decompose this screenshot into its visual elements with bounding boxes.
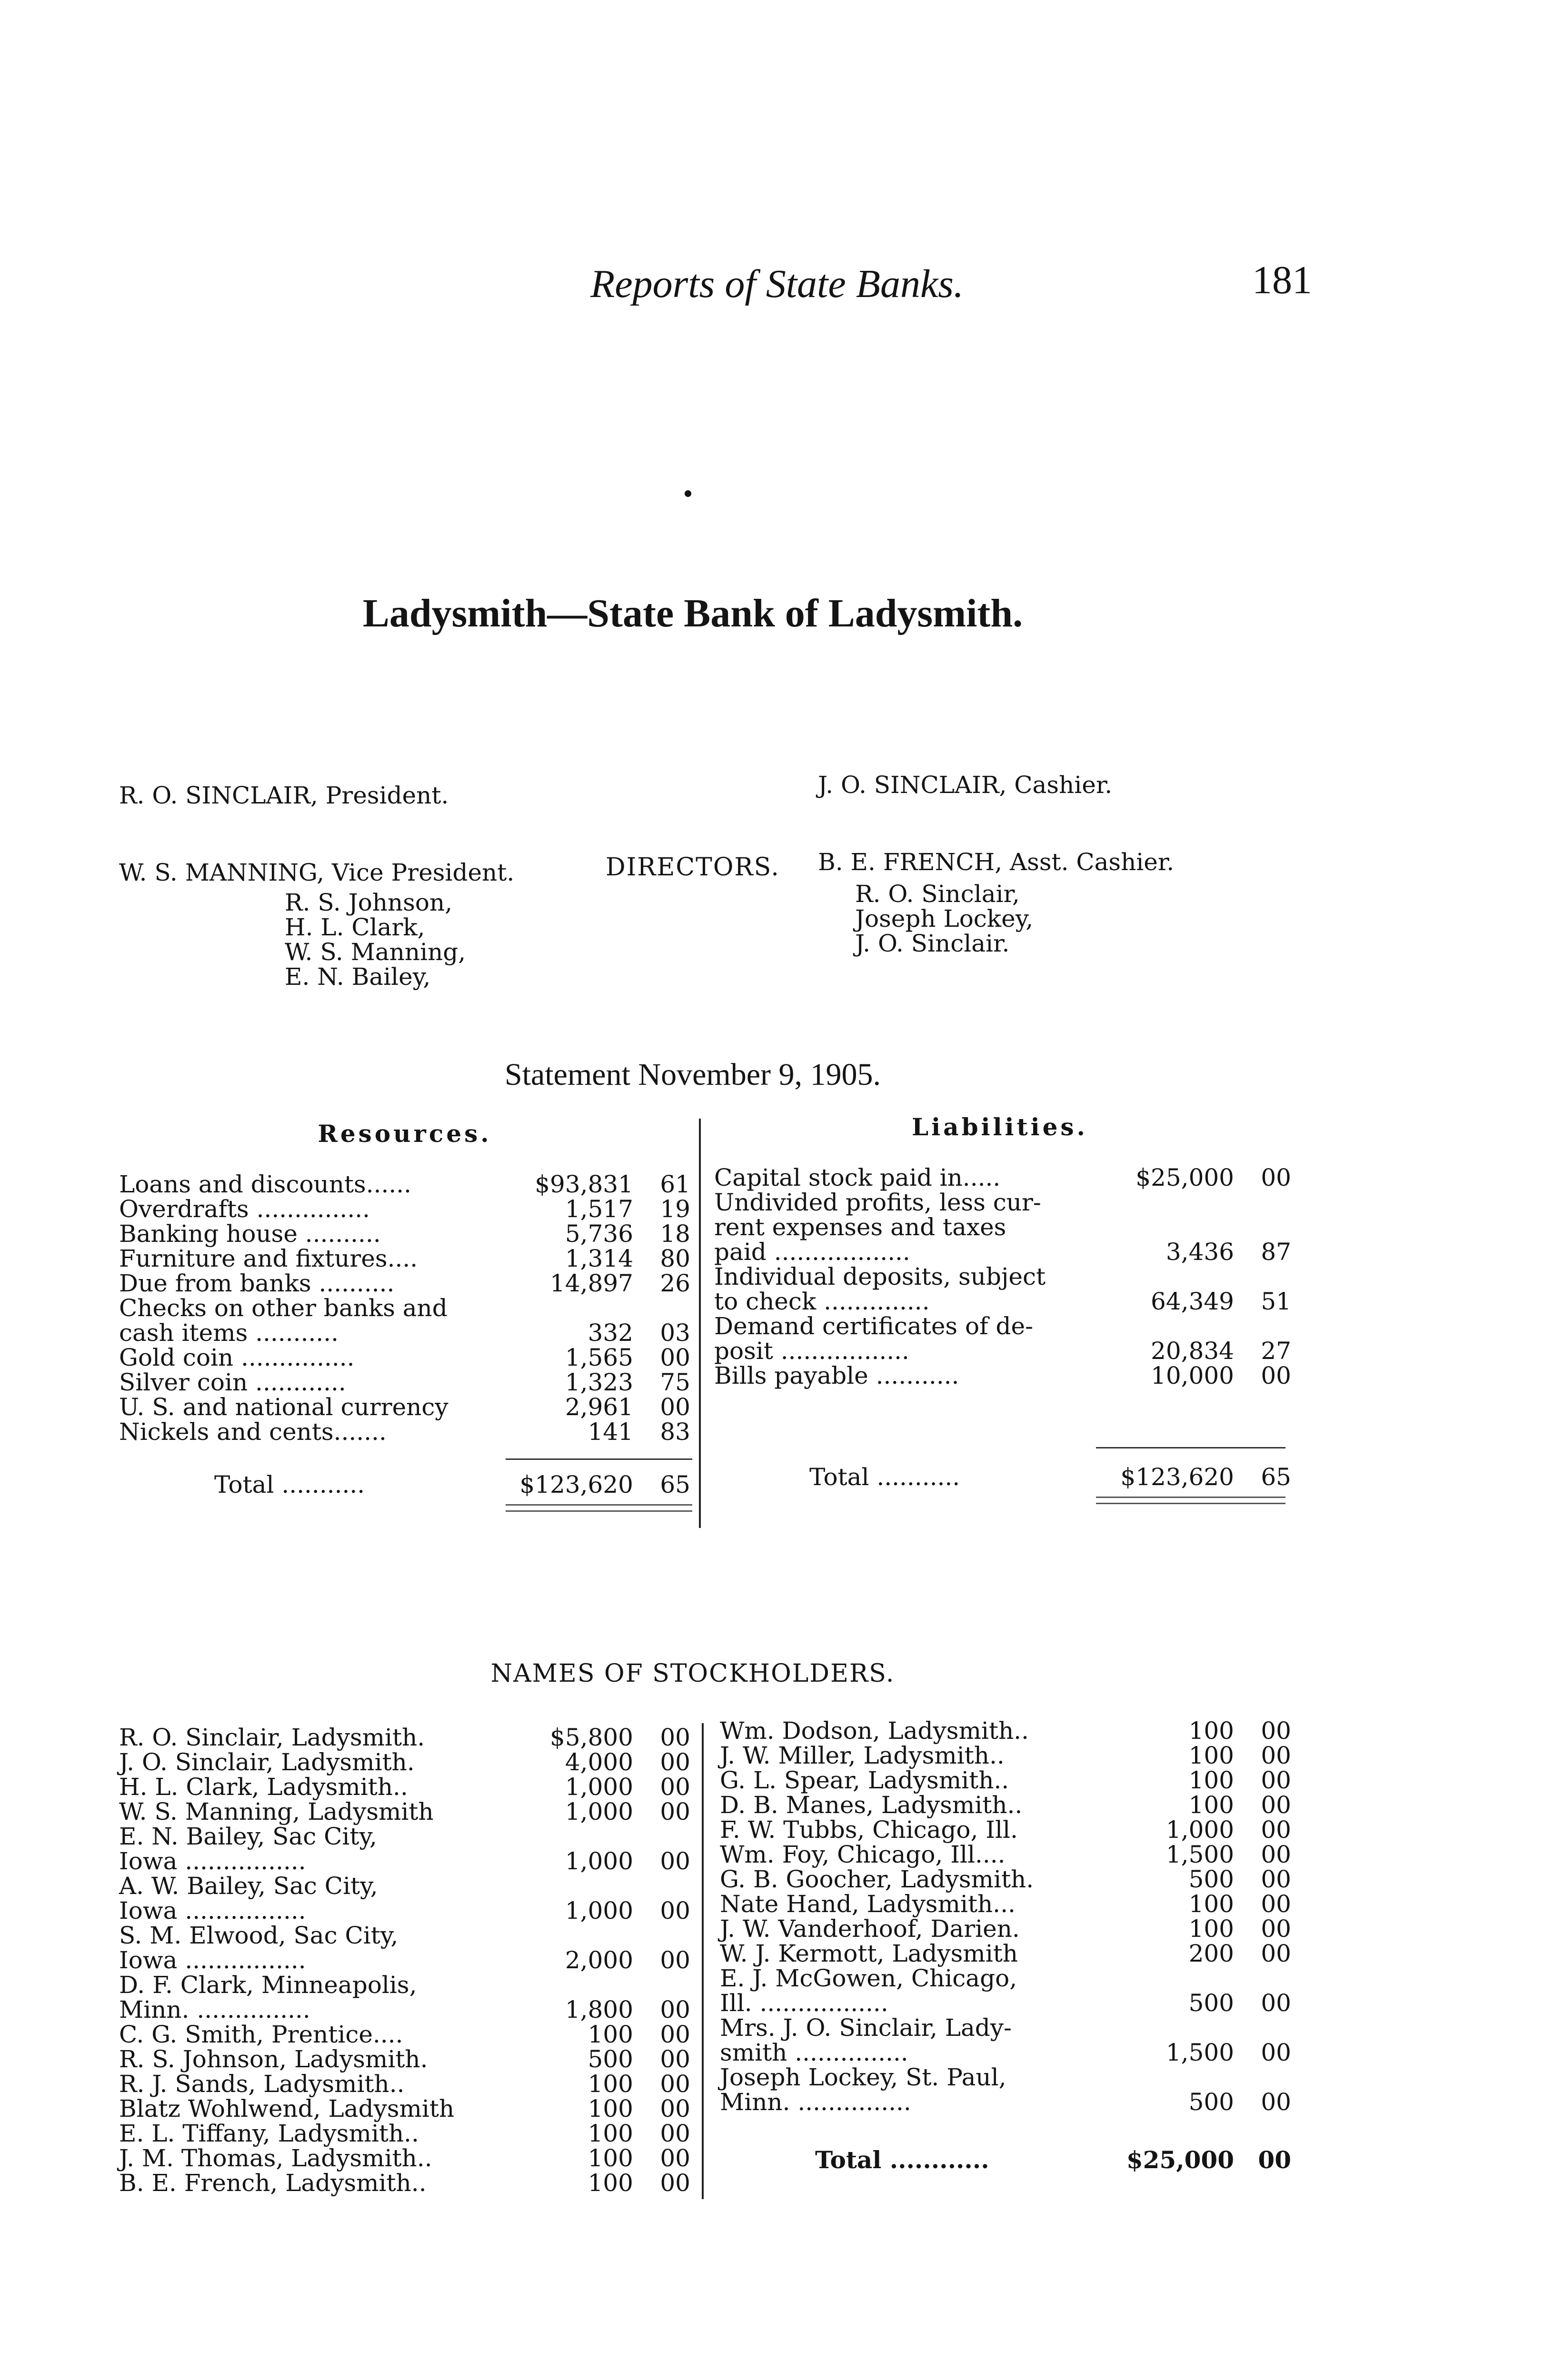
ledger-row: [119, 1923, 690, 1948]
ledger-row: [119, 2096, 690, 2121]
ledger-dollars: 200: [1188, 1940, 1234, 1967]
resources-total-cents: 65: [660, 1471, 690, 1498]
ledger-row: [720, 2015, 1291, 2040]
ledger-label: Iowa ................: [119, 1946, 306, 1974]
ledger-dollars: 1,000: [565, 1773, 633, 1801]
liabilities-total-dollars: $123,620: [1120, 1463, 1234, 1491]
director-name: Joseph Lockey,: [855, 905, 1034, 932]
ledger-row: [714, 1264, 1295, 1289]
ledger-cents: 27: [1261, 1337, 1291, 1365]
director-name: R. O. Sinclair,: [855, 880, 1020, 908]
ledger-dollars: 10,000: [1151, 1362, 1234, 1389]
ledger-dollars: 1,500: [1166, 1841, 1234, 1868]
page-number: 181: [1252, 258, 1312, 302]
ledger-label: Minn. ...............: [119, 1996, 310, 2023]
director-name: H. L. Clark,: [285, 913, 425, 941]
stockholders-total-cents: 00: [1258, 2146, 1291, 2174]
ledger-row: [119, 1948, 690, 1973]
ledger-dollars: 100: [588, 2070, 633, 2098]
ledger-row: [119, 1898, 690, 1923]
ledger-row: [720, 2090, 1291, 2114]
ledger-row: [720, 1941, 1291, 1966]
ledger-row: [119, 2121, 690, 2146]
ledger-dollars: 1,000: [1166, 1816, 1234, 1844]
stockholders-total-row: [815, 2146, 1291, 2174]
running-title: Reports of State Banks.: [590, 262, 964, 306]
resources-table: [119, 1172, 690, 1444]
ledger-cents: 03: [660, 1319, 690, 1347]
ledger-cents: 26: [660, 1269, 690, 1297]
ledger-label: Checks on other banks and: [119, 1294, 448, 1322]
ledger-label: Bills payable ...........: [714, 1362, 959, 1389]
ledger-label: paid ..................: [714, 1238, 910, 1266]
ledger-cents: 00: [660, 1996, 690, 2023]
ledger-cents: 00: [1261, 1742, 1291, 1769]
ledger-dollars: 100: [1188, 1915, 1234, 1943]
ledger-label: Individual deposits, subject: [714, 1263, 1046, 1290]
ledger-cents: 75: [660, 1368, 690, 1396]
bank-title: Ladysmith—State Bank of Ladysmith.: [362, 591, 1023, 635]
ledger-cents: 00: [1261, 1164, 1291, 1191]
ledger-row: [119, 1320, 690, 1345]
ledger-label: posit .................: [714, 1337, 909, 1365]
ledger-label: Ill. .................: [720, 1989, 888, 2017]
ledger-row: [119, 1221, 690, 1246]
ledger-label: J. O. Sinclair, Ladysmith.: [119, 1748, 415, 1776]
ledger-cents: 00: [1261, 1362, 1291, 1389]
ledger-cents: 00: [1261, 2039, 1291, 2066]
ledger-label: H. L. Clark, Ladysmith..: [119, 1773, 408, 1801]
ledger-label: R. S. Johnson, Ladysmith.: [119, 2045, 428, 2073]
ledger-row: [119, 1271, 690, 1296]
ledger-dollars: 14,897: [550, 1269, 633, 1297]
ledger-cents: 00: [660, 2144, 690, 2172]
ledger-label: J. M. Thomas, Ladysmith..: [119, 2144, 432, 2172]
ledger-row: [119, 1296, 690, 1320]
ledger-row: [720, 1966, 1291, 1991]
ledger-cents: 00: [1261, 1890, 1291, 1918]
ledger-label: Mrs. J. O. Sinclair, Lady-: [720, 2014, 1012, 2042]
ledger-cents: 00: [660, 1344, 690, 1371]
ledger-label: J. W. Miller, Ladysmith..: [720, 1742, 1005, 1769]
ledger-cents: 00: [1261, 1841, 1291, 1868]
ledger-label: R. J. Sands, Ladysmith..: [119, 2070, 405, 2098]
ledger-cents: 83: [660, 1418, 690, 1446]
ledger-row: [119, 1172, 690, 1197]
ledger-dollars: $93,831: [535, 1170, 633, 1198]
ledger-row: [720, 1991, 1291, 2015]
ledger-cents: 00: [1261, 1816, 1291, 1844]
ledger-dollars: 100: [588, 2169, 633, 2197]
ledger-row: [119, 2171, 690, 2195]
ledger-row: [720, 1743, 1291, 1768]
ledger-label: D. F. Clark, Minneapolis,: [119, 1971, 417, 1999]
ledger-label: Gold coin ...............: [119, 1344, 355, 1371]
ledger-dollars: 2,961: [565, 1393, 633, 1421]
ledger-label: B. E. French, Ladysmith..: [119, 2169, 427, 2197]
director-name: R. S. Johnson,: [285, 889, 453, 916]
ledger-dollars: 500: [588, 2045, 633, 2073]
ledger-dollars: 100: [588, 2120, 633, 2147]
ledger-dollars: $25,000: [1136, 1164, 1234, 1191]
ledger-row: [119, 2022, 690, 2047]
ledger-row: [119, 2072, 690, 2096]
ledger-label: smith ...............: [720, 2039, 908, 2066]
stockholders-heading: NAMES OF STOCKHOLDERS.: [490, 1659, 895, 1688]
ledger-dollars: $5,800: [550, 1724, 633, 1751]
director-name: W. S. Manning,: [285, 938, 466, 966]
ledger-row: [720, 1892, 1291, 1916]
ledger-row: [119, 1725, 690, 1750]
ledger-dollars: 100: [588, 2095, 633, 2122]
liabilities-total-row: [809, 1463, 1291, 1492]
ledger-row: [720, 1842, 1291, 1867]
ledger-label: S. M. Elwood, Sac City,: [119, 1922, 398, 1949]
officer-cashier: J. O. SINCLAIR, Cashier.: [818, 771, 1113, 799]
ledger-cents: 00: [660, 2095, 690, 2122]
ledger-dollars: 1,517: [565, 1195, 633, 1223]
ledger-row: [119, 1997, 690, 2022]
ledger-row: [119, 1197, 690, 1221]
ledger-row: [714, 1339, 1295, 1363]
liabilities-total-cents: 65: [1261, 1463, 1291, 1491]
ledger-row: [720, 1867, 1291, 1892]
ledger-cents: 18: [660, 1220, 690, 1248]
ledger-label: Blatz Wohlwend, Ladysmith: [119, 2095, 455, 2122]
ledger-dollars: 100: [1188, 1791, 1234, 1819]
ledger-row: [119, 1775, 690, 1799]
ledger-label: Due from banks ..........: [119, 1269, 395, 1297]
ledger-row: [119, 1849, 690, 1874]
ledger-cents: 00: [660, 1847, 690, 1875]
ledger-cents: 00: [660, 2070, 690, 2098]
ledger-label: Joseph Lockey, St. Paul,: [720, 2063, 1006, 2091]
ledger-dollars: 64,349: [1151, 1288, 1234, 1315]
stockholders-right-table: [720, 1718, 1291, 2114]
ledger-cents: 00: [1261, 1915, 1291, 1943]
ledger-label: E. N. Bailey, Sac City,: [119, 1823, 377, 1850]
officer-vice-president: W. S. MANNING, Vice President.: [119, 859, 515, 886]
liabilities-heading: Liabilities.: [912, 1113, 1088, 1141]
officer-president: R. O. SINCLAIR, President.: [119, 782, 449, 809]
ledger-dollars: 500: [1188, 2088, 1234, 2116]
ledger-label: W. J. Kermott, Ladysmith: [720, 1940, 1018, 1967]
ledger-label: U. S. and national currency: [119, 1393, 448, 1421]
ledger-label: cash items ...........: [119, 1319, 339, 1347]
ledger-row: [714, 1240, 1295, 1264]
resources-total-dollars: $123,620: [519, 1471, 633, 1498]
ledger-dollars: 1,323: [565, 1368, 633, 1396]
ledger-label: Capital stock paid in.....: [714, 1164, 1001, 1191]
ledger-cents: 00: [660, 2169, 690, 2197]
officer-asst-cashier: B. E. FRENCH, Asst. Cashier.: [818, 848, 1175, 876]
ledger-row: [119, 1345, 690, 1370]
ledger-row: [119, 1973, 690, 1997]
ledger-label: Silver coin ............: [119, 1368, 346, 1396]
ledger-dollars: 1,000: [565, 1798, 633, 1825]
ledger-dollars: 5,736: [565, 1220, 633, 1248]
ledger-cents: 00: [1261, 1791, 1291, 1819]
ledger-dollars: 1,500: [1166, 2039, 1234, 2066]
ledger-label: Loans and discounts......: [119, 1170, 412, 1198]
ledger-label: J. W. Vanderhoof, Darien.: [720, 1915, 1020, 1943]
ledger-cents: 00: [660, 1773, 690, 1801]
directors-left: [285, 890, 466, 989]
ledger-cents: 00: [660, 2021, 690, 2048]
ledger-label: G. B. Goocher, Ladysmith.: [720, 1865, 1034, 1893]
ledger-row: [119, 1419, 690, 1444]
ledger-row: [714, 1289, 1295, 1314]
ledger-dollars: 100: [1188, 1766, 1234, 1794]
ledger-row: [119, 2047, 690, 2072]
ledger-cents: 00: [1261, 1717, 1291, 1745]
ledger-label: Iowa ................: [119, 1897, 306, 1924]
ledger-label: Wm. Foy, Chicago, Ill....: [720, 1841, 1006, 1868]
ledger-cents: 00: [660, 1946, 690, 1974]
ledger-label: E. J. McGowen, Chicago,: [720, 1964, 1017, 1992]
ledger-dollars: 500: [1188, 1989, 1234, 2017]
ledger-dollars: 332: [588, 1319, 633, 1347]
ledger-dollars: 1,314: [565, 1245, 633, 1272]
ledger-row: [720, 1768, 1291, 1793]
ledger-dollars: 1,000: [565, 1897, 633, 1924]
stockholders-total-label: Total ............: [815, 2146, 989, 2174]
ledger-label: to check ..............: [714, 1288, 930, 1315]
ledger-label: E. L. Tiffany, Ladysmith..: [119, 2120, 419, 2147]
ledger-cents: 00: [1261, 1940, 1291, 1967]
ledger-label: C. G. Smith, Prentice....: [119, 2021, 403, 2048]
ledger-dollars: 100: [588, 2144, 633, 2172]
ledger-label: Overdrafts ...............: [119, 1195, 370, 1223]
ledger-dollars: 500: [1188, 1865, 1234, 1893]
resources-total-label: Total ...........: [214, 1471, 365, 1498]
ledger-row: [714, 1363, 1295, 1388]
ledger-dollars: 100: [1188, 1890, 1234, 1918]
ledger-label: Furniture and fixtures....: [119, 1245, 418, 1272]
ledger-dollars: 100: [1188, 1717, 1234, 1745]
column-divider: [702, 1723, 704, 2199]
ledger-row: [119, 1824, 690, 1849]
ledger-label: W. S. Manning, Ladysmith: [119, 1798, 434, 1825]
ledger-label: rent expenses and taxes: [714, 1213, 1006, 1241]
director-name: J. O. Sinclair.: [855, 930, 1010, 957]
liabilities-total-label: Total ...........: [809, 1463, 960, 1491]
ledger-row: [119, 1246, 690, 1271]
ledger-row: [720, 1793, 1291, 1817]
ledger-label: Iowa ................: [119, 1847, 306, 1875]
stray-dot: [685, 490, 691, 497]
ledger-cents: 00: [660, 2120, 690, 2147]
ledger-cents: 61: [660, 1170, 690, 1198]
total-rule: [1096, 1447, 1285, 1448]
liabilities-table: [714, 1165, 1295, 1388]
ledger-row: [720, 2065, 1291, 2090]
ledger-row: [720, 1916, 1291, 1941]
ledger-cents: 80: [660, 1245, 690, 1272]
column-divider: [699, 1119, 701, 1528]
ledger-cents: 00: [1261, 1865, 1291, 1893]
ledger-label: Minn. ...............: [720, 2088, 911, 2116]
ledger-cents: 87: [1261, 1238, 1291, 1266]
ledger-label: D. B. Manes, Ladysmith..: [720, 1791, 1023, 1819]
ledger-dollars: 4,000: [565, 1748, 633, 1776]
ledger-dollars: 1,565: [565, 1344, 633, 1371]
ledger-cents: 00: [1261, 1989, 1291, 2017]
ledger-row: [714, 1314, 1295, 1339]
ledger-row: [119, 1874, 690, 1898]
ledger-label: Banking house ..........: [119, 1220, 381, 1248]
officers-left: [119, 731, 514, 911]
ledger-cents: 00: [660, 1798, 690, 1825]
ledger-label: Nate Hand, Ladysmith...: [720, 1890, 1016, 1918]
ledger-cents: 00: [660, 1724, 690, 1751]
ledger-cents: 00: [1261, 2088, 1291, 2116]
statement-heading: Statement November 9, 1905.: [504, 1057, 881, 1092]
ledger-row: [714, 1165, 1295, 1190]
ledger-cents: 00: [660, 2045, 690, 2073]
ledger-row: [119, 1395, 690, 1419]
total-rule: [506, 1458, 692, 1460]
ledger-dollars: 100: [588, 2021, 633, 2048]
ledger-row: [714, 1215, 1295, 1240]
ledger-dollars: 3,436: [1166, 1238, 1234, 1266]
stockholders-left-table: [119, 1725, 690, 2195]
ledger-label: G. L. Spear, Ladysmith..: [720, 1766, 1009, 1794]
ledger-row: [720, 1817, 1291, 1842]
ledger-label: A. W. Bailey, Sac City,: [119, 1872, 378, 1900]
ledger-dollars: 1,000: [565, 1847, 633, 1875]
ledger-label: F. W. Tubbs, Chicago, Ill.: [720, 1816, 1018, 1844]
double-rule: [506, 1504, 692, 1512]
stockholders-total-dollars: $25,000: [1126, 2146, 1234, 2174]
ledger-row: [119, 1750, 690, 1775]
ledger-dollars: 20,834: [1151, 1337, 1234, 1365]
ledger-cents: 51: [1261, 1288, 1291, 1315]
ledger-dollars: 141: [588, 1418, 633, 1446]
directors-right: [855, 882, 1033, 956]
director-name: E. N. Bailey,: [285, 963, 431, 991]
ledger-label: Undivided profits, less cur-: [714, 1189, 1041, 1216]
ledger-row: [119, 2146, 690, 2171]
ledger-cents: 19: [660, 1195, 690, 1223]
double-rule: [1096, 1497, 1285, 1504]
ledger-cents: 00: [660, 1393, 690, 1421]
ledger-row: [119, 1370, 690, 1395]
ledger-cents: 00: [660, 1897, 690, 1924]
ledger-row: [714, 1190, 1295, 1215]
ledger-label: Demand certificates of de-: [714, 1312, 1033, 1340]
ledger-row: [720, 2040, 1291, 2065]
ledger-dollars: 100: [1188, 1742, 1234, 1769]
ledger-dollars: 2,000: [565, 1946, 633, 1974]
resources-total-row: [214, 1471, 690, 1499]
ledger-row: [720, 1718, 1291, 1743]
ledger-label: Nickels and cents.......: [119, 1418, 387, 1446]
ledger-cents: 00: [660, 1748, 690, 1776]
ledger-label: R. O. Sinclair, Ladysmith.: [119, 1724, 425, 1751]
ledger-row: [119, 1799, 690, 1824]
resources-heading: Resources.: [318, 1120, 492, 1148]
ledger-label: Wm. Dodson, Ladysmith..: [720, 1717, 1029, 1745]
ledger-dollars: 1,800: [565, 1996, 633, 2023]
directors-heading: DIRECTORS.: [606, 853, 780, 882]
ledger-cents: 00: [1261, 1766, 1291, 1794]
